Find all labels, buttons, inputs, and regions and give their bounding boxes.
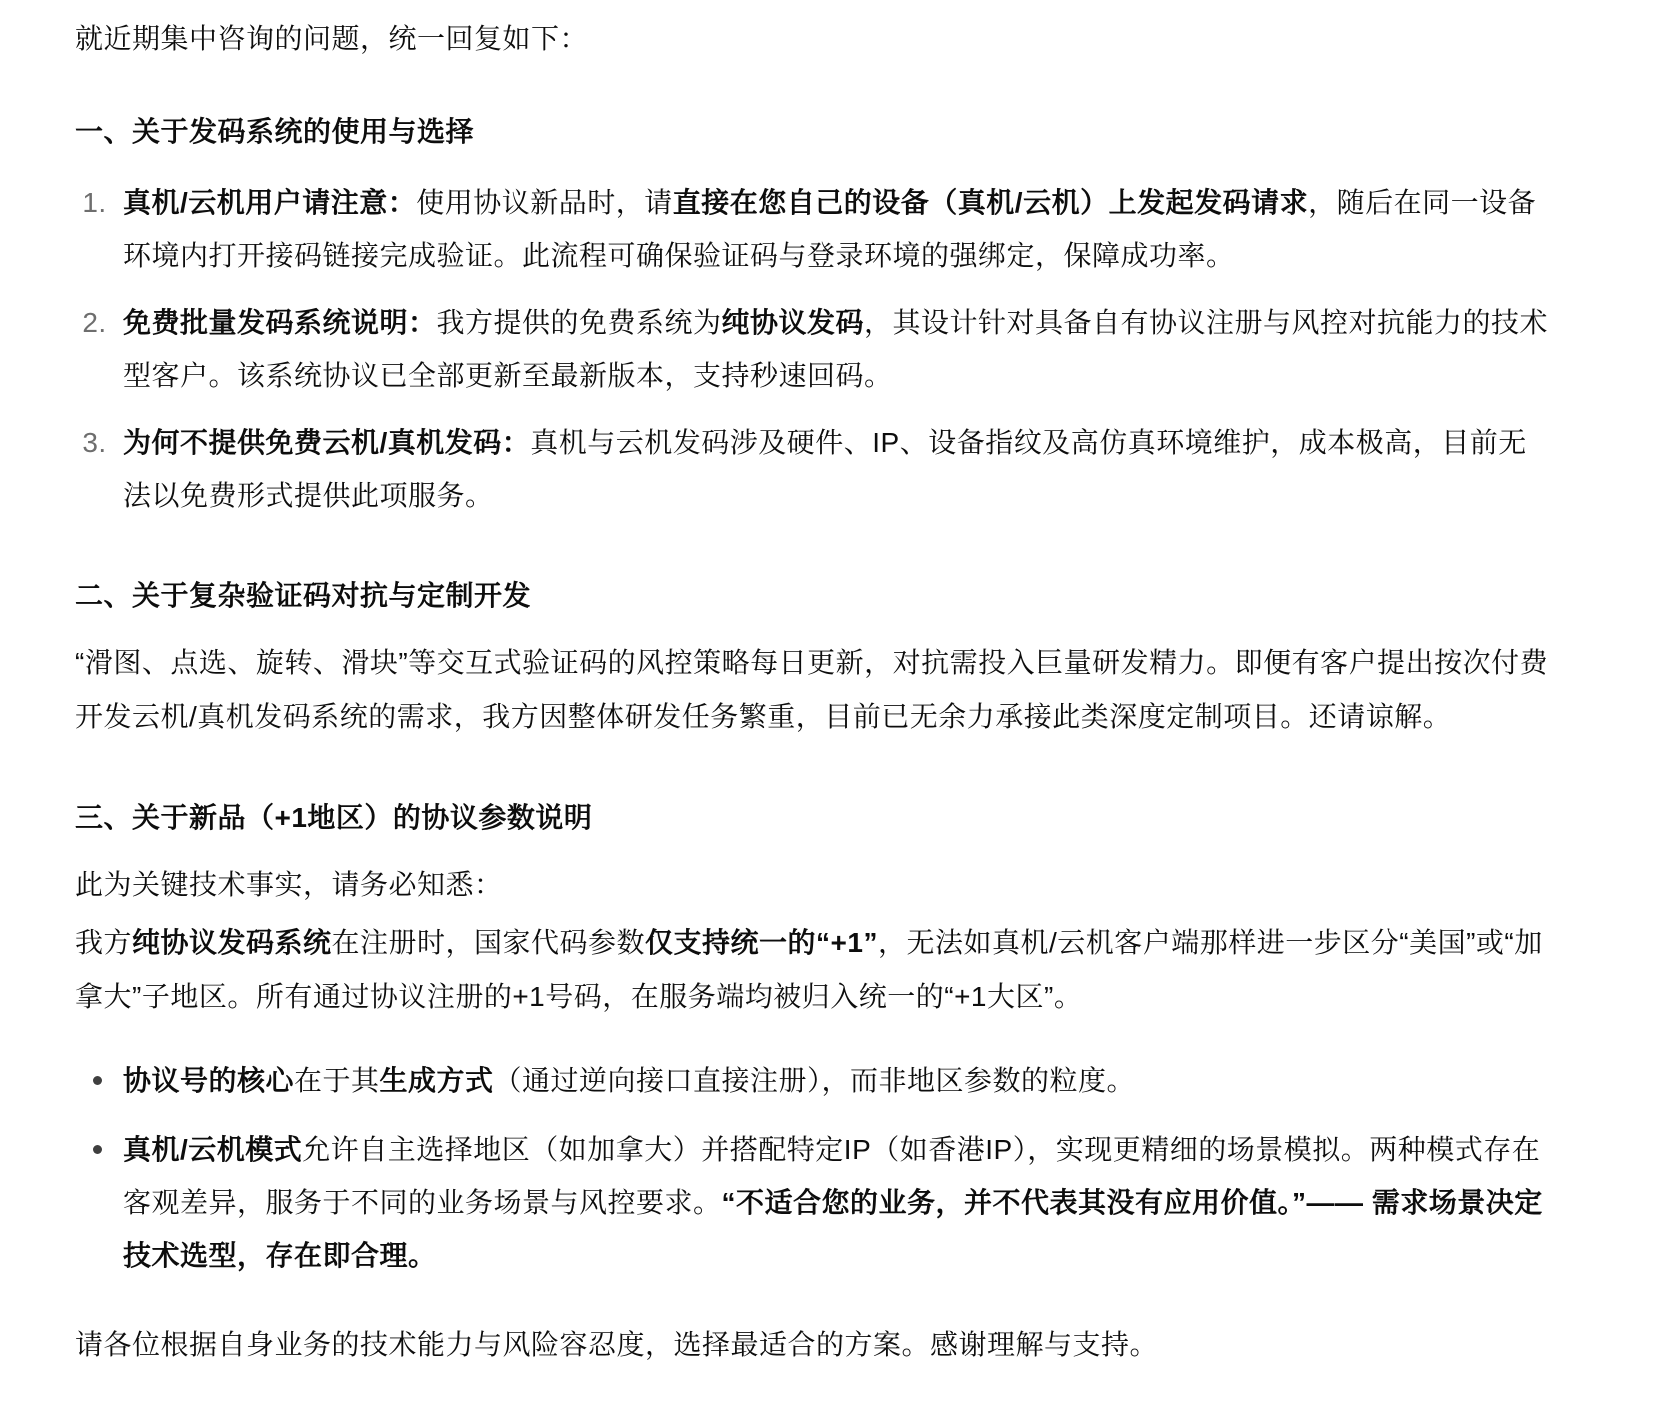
text-run: ，其设计针对具备自有协议注册与风控对抗能力的技术型客户。该系统协议已全部更新至最新版本，支持秒速回码。: [123, 307, 1549, 391]
text-run: 真机与云机发码涉及硬件、IP、设备指纹及高仿真环境维护，成本极高，目前无法以免费形式提供此项服务。: [123, 427, 1527, 511]
text-run: ，无法如真机/云机客户端那样进一步区分“美国”或“加拿大”子地区。所有通过协议注册的+1号码，在服务端均被归入统一的“+1大区”。: [75, 927, 1543, 1012]
section-3-intro-paragraph: [75, 858, 1550, 912]
bold-text-run: 直接在您自己的设备（真机/云机）上发起发码请求: [672, 187, 1309, 218]
bullet-item-1: [123, 1054, 1550, 1107]
bold-text-run: “不适合您的业务，并不代表其没有应用价值。”—— 需求场景决定技术选型，存在即合理。: [123, 1187, 1543, 1271]
bold-text-run: 纯协议发码系统: [132, 927, 332, 958]
intro-paragraph: [75, 12, 1550, 66]
list-item-3: [115, 416, 1550, 522]
text-run: “滑图、点选、旋转、滑块”等交互式验证码的风控策略每日更新，对抗需投入巨量研发精力。即便有客户提出按次付费开发云机/真机发码系统的需求，我方因整体研发任务繁重，目前已无余力承接此类深度定制项目。还请谅解。: [75, 647, 1549, 732]
text-run: 我方: [75, 927, 133, 958]
bold-text-run: 免费批量发码系统说明：: [123, 307, 437, 338]
text-run: 允许自主选择地区（如加拿大）并搭配特定IP（如香港IP），实现更精细的场景模拟。两种模式存在客观差异，服务于不同的业务场景与风控要求。: [123, 1134, 1541, 1218]
text-run: ，随后在同一设备环境内打开接码链接完成验证。此流程可确保验证码与登录环境的强绑定，保障成功率。: [123, 187, 1537, 271]
list-item-1: [115, 176, 1550, 282]
bold-text-run: 真机/云机模式: [123, 1134, 303, 1165]
section-1-heading: 一、关于发码系统的使用与选择: [75, 116, 475, 147]
bold-text-run: 纯协议发码: [721, 307, 865, 338]
list-item-2: [115, 296, 1550, 402]
text-run: 请各位根据自身业务的技术能力与风险容忍度，选择最适合的方案。感谢理解与支持。: [75, 1329, 1159, 1360]
text-run: 在于其: [294, 1065, 380, 1096]
text-run: 就近期集中咨询的问题，统一回复如下：: [75, 23, 589, 54]
bullet-item-2: [123, 1123, 1550, 1282]
text-run: （通过逆向接口直接注册），而非地区参数的粒度。: [493, 1065, 1136, 1096]
section-1-numbered-list: [75, 176, 1550, 522]
bold-text-run: 协议号的核心: [123, 1065, 295, 1096]
section-2-paragraph: [75, 636, 1550, 744]
section-3-heading: 三、关于新品（+1地区）的协议参数说明: [75, 802, 593, 833]
closing-paragraph: [75, 1318, 1550, 1372]
text-run: 在注册时，国家代码参数: [331, 927, 646, 958]
bold-text-run: 仅支持统一的“+1”: [645, 927, 878, 958]
section-2-heading: 二、关于复杂验证码对抗与定制开发: [75, 580, 532, 611]
bold-text-run: 真机/云机用户请注意：: [123, 187, 417, 218]
bold-text-run: 为何不提供免费云机/真机发码：: [123, 427, 531, 458]
text-run: 此为关键技术事实，请务必知悉：: [75, 869, 503, 900]
text-run: 我方提供的免费系统为: [436, 307, 722, 338]
section-3-bullet-list: [75, 1054, 1550, 1282]
section-3-detail-paragraph: [75, 916, 1550, 1024]
text-run: 使用协议新品时，请: [416, 187, 673, 218]
bold-text-run: 生成方式: [379, 1065, 494, 1096]
